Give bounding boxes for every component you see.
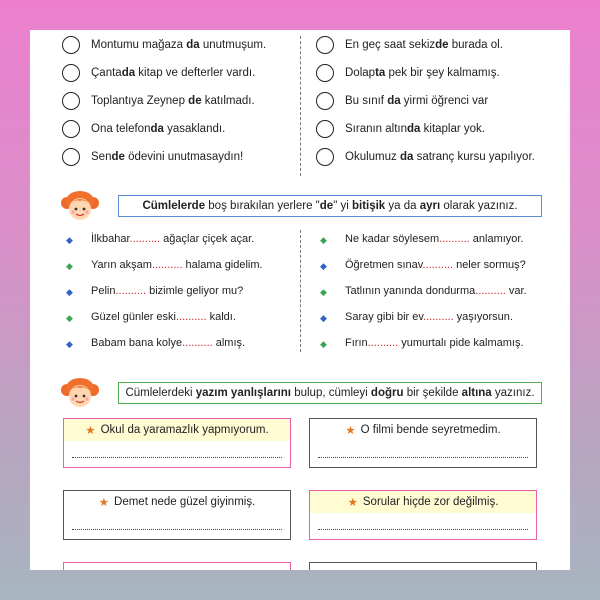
fill-sentence: Babam bana kolye.......... almış.	[91, 337, 246, 349]
fill-sentence: Ne kadar söylesem.......... anlamıyor.	[345, 233, 524, 245]
correction-card	[309, 418, 537, 468]
fill-sentence: Pelin.......... bizimle geliyor mu?	[91, 285, 244, 297]
diamond-icon: ◆	[320, 339, 327, 349]
fill-sentence: Tatlının yanında dondurma.......... var.	[345, 285, 527, 297]
card-sentence: Okul da yaramazlık yapmıyorum.	[100, 424, 269, 436]
answer-line[interactable]	[72, 449, 282, 458]
fill-sentence: İlkbahar.......... ağaçlar çiçek açar.	[91, 233, 255, 245]
answer-circle[interactable]	[62, 148, 80, 166]
instruction-box: Cümlelerde boş bırakılan yerlere "de" yi bitişik ya da ayrı olarak yazınız.	[118, 195, 542, 217]
instruction-box: Cümlelerdeki yazım yanlışlarını bulup, cümleyi doğru bir şekilde altına yazınız.	[118, 382, 542, 404]
column-divider	[300, 36, 301, 176]
correction-card-partial	[309, 562, 537, 570]
sentence: Montumu mağaza da unutmuşum.	[91, 39, 267, 51]
diamond-icon: ◆	[320, 261, 327, 271]
sentence: Bu sınıf da yirmi öğrenci var	[345, 95, 489, 107]
card-sentence: O filmi bende seyretmedim.	[360, 424, 501, 436]
sentence: Okulumuz da satranç kursu yapılıyor.	[345, 151, 535, 163]
answer-circle[interactable]	[316, 120, 334, 138]
answer-line[interactable]	[318, 449, 528, 458]
diamond-icon: ◆	[66, 235, 73, 245]
diamond-icon: ◆	[66, 313, 73, 323]
star-icon: ★	[98, 497, 110, 509]
sentence: Toplantıya Zeynep de katılmadı.	[91, 95, 255, 107]
diamond-icon: ◆	[66, 287, 73, 297]
fill-sentence: Yarın akşam.......... halama gidelim.	[91, 259, 263, 271]
worksheet	[30, 30, 570, 570]
answer-circle[interactable]	[316, 148, 334, 166]
answer-line[interactable]	[318, 521, 528, 530]
diamond-icon: ◆	[66, 261, 73, 271]
girl-face-icon	[60, 375, 100, 415]
fill-sentence: Fırın.......... yumurtalı pide kalmamış.	[345, 337, 524, 349]
answer-circle[interactable]	[316, 92, 334, 110]
sentence: Dolapta pek bir şey kalmamış.	[345, 67, 500, 79]
correction-card	[63, 418, 291, 468]
sentence: Sıranın altında kitaplar yok.	[345, 123, 485, 135]
star-icon: ★	[85, 425, 96, 437]
card-sentence: Demet nede güzel giyinmiş.	[114, 496, 256, 508]
fill-sentence: Saray gibi bir ev.......... yaşıyorsun.	[345, 311, 513, 323]
answer-circle[interactable]	[62, 120, 80, 138]
column-divider	[300, 230, 301, 352]
answer-circle[interactable]	[316, 64, 334, 82]
star-icon: ★	[347, 497, 358, 509]
fill-sentence: Güzel günler eski.......... kaldı.	[91, 311, 236, 323]
card-sentence: Sorular hiçde zor değilmiş.	[362, 496, 499, 508]
diamond-icon: ◆	[320, 313, 327, 323]
answer-line[interactable]	[72, 521, 282, 530]
answer-circle[interactable]	[316, 36, 334, 54]
sentence: Sende ödevini unutmasaydın!	[91, 151, 244, 163]
fill-sentence: Öğretmen sınav.......... neler sormuş?	[345, 259, 526, 271]
correction-card	[63, 490, 291, 540]
diamond-icon: ◆	[66, 339, 73, 349]
sentence: En geç saat sekizde burada ol.	[345, 39, 503, 51]
answer-circle[interactable]	[62, 64, 80, 82]
correction-card	[309, 490, 537, 540]
sentence: Çantada kitap ve defterler vardı.	[91, 67, 256, 79]
correction-card-partial	[63, 562, 291, 570]
answer-circle[interactable]	[62, 36, 80, 54]
answer-circle[interactable]	[62, 92, 80, 110]
star-icon: ★	[345, 425, 356, 437]
diamond-icon: ◆	[320, 235, 327, 245]
girl-face-icon	[60, 188, 100, 228]
diamond-icon: ◆	[320, 287, 327, 297]
sentence: Ona telefonda yasaklandı.	[91, 123, 226, 135]
